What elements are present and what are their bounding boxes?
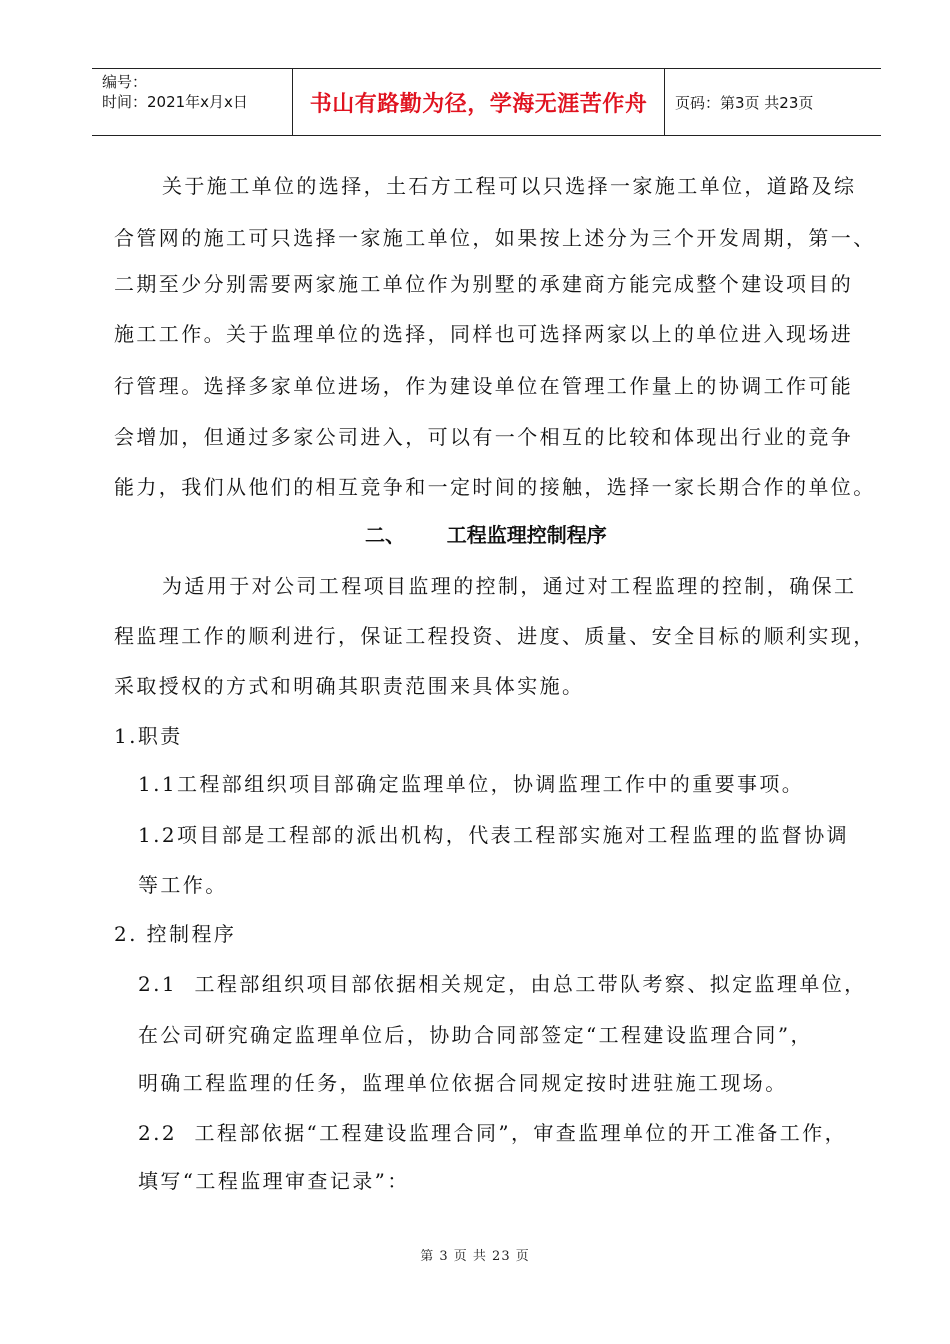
list-item-heading: 1.职责 xyxy=(114,724,183,748)
list-item: 1.1工程部组织项目部确定监理单位，协调监理工作中的重要事项。 xyxy=(138,772,805,796)
paragraph-line: 会增加，但通过多家公司进入，可以有一个相互的比较和体现出行业的竞争 xyxy=(114,425,854,449)
list-item: 填写“工程监理审查记录”： xyxy=(138,1169,410,1193)
time-label: 时间：2021年x月x日 xyxy=(102,93,248,111)
motto-text: 书山有路勤为径，学海无涯苦作舟 xyxy=(309,91,648,117)
code-label: 编号： xyxy=(102,73,148,91)
header-info-cell xyxy=(92,69,293,135)
section-heading: 二、 工程监理控制程序 xyxy=(365,523,607,547)
list-item-heading: 2. 控制程序 xyxy=(114,922,237,946)
page-footer: 第 3 页 共 23 页 xyxy=(420,1249,530,1264)
paragraph-line: 施工工作。关于监理单位的选择，同样也可选择两家以上的单位进入现场进 xyxy=(114,322,854,346)
paragraph-line: 二期至少分别需要两家施工单位作为别墅的承建商方能完成整个建设项目的 xyxy=(114,272,854,296)
list-item: 2.1 工程部组织项目部依据相关规定，由总工带队考察、拟定监理单位， xyxy=(138,972,867,996)
header-motto-cell xyxy=(293,69,665,135)
list-item: 等工作。 xyxy=(138,873,228,897)
paragraph-line: 程监理工作的顺利进行，保证工程投资、进度、质量、安全目标的顺利实现， xyxy=(114,624,876,648)
list-item: 明确工程监理的任务，监理单位依据合同规定按时进驻施工现场。 xyxy=(138,1071,788,1095)
page-info: 页码：第3页 共23页 xyxy=(675,93,814,112)
paragraph-line: 行管理。选择多家单位进场，作为建设单位在管理工作量上的协调工作可能 xyxy=(114,374,854,398)
header-page-cell xyxy=(665,69,881,135)
paragraph-line: 采取授权的方式和明确其职责范围来具体实施。 xyxy=(114,674,585,698)
list-item: 在公司研究确定监理单位后，协助合同部签定“工程建设监理合同”， xyxy=(138,1023,813,1047)
paragraph-line: 合管网的施工可只选择一家施工单位，如果按上述分为三个开发周期，第一、 xyxy=(114,226,876,250)
list-item: 1.2项目部是工程部的派出机构，代表工程部实施对工程监理的监督协调 xyxy=(138,823,850,847)
paragraph-line: 为适用于对公司工程项目监理的控制，通过对工程监理的控制，确保工 xyxy=(162,574,857,598)
list-item: 2.2 工程部依据“工程建设监理合同”，审查监理单位的开工准备工作， xyxy=(138,1121,847,1145)
paragraph-line: 能力，我们从他们的相互竞争和一定时间的接触，选择一家长期合作的单位。 xyxy=(114,475,876,499)
paragraph-line: 关于施工单位的选择，土石方工程可以只选择一家施工单位，道路及综 xyxy=(162,174,857,198)
page-header xyxy=(92,68,881,136)
